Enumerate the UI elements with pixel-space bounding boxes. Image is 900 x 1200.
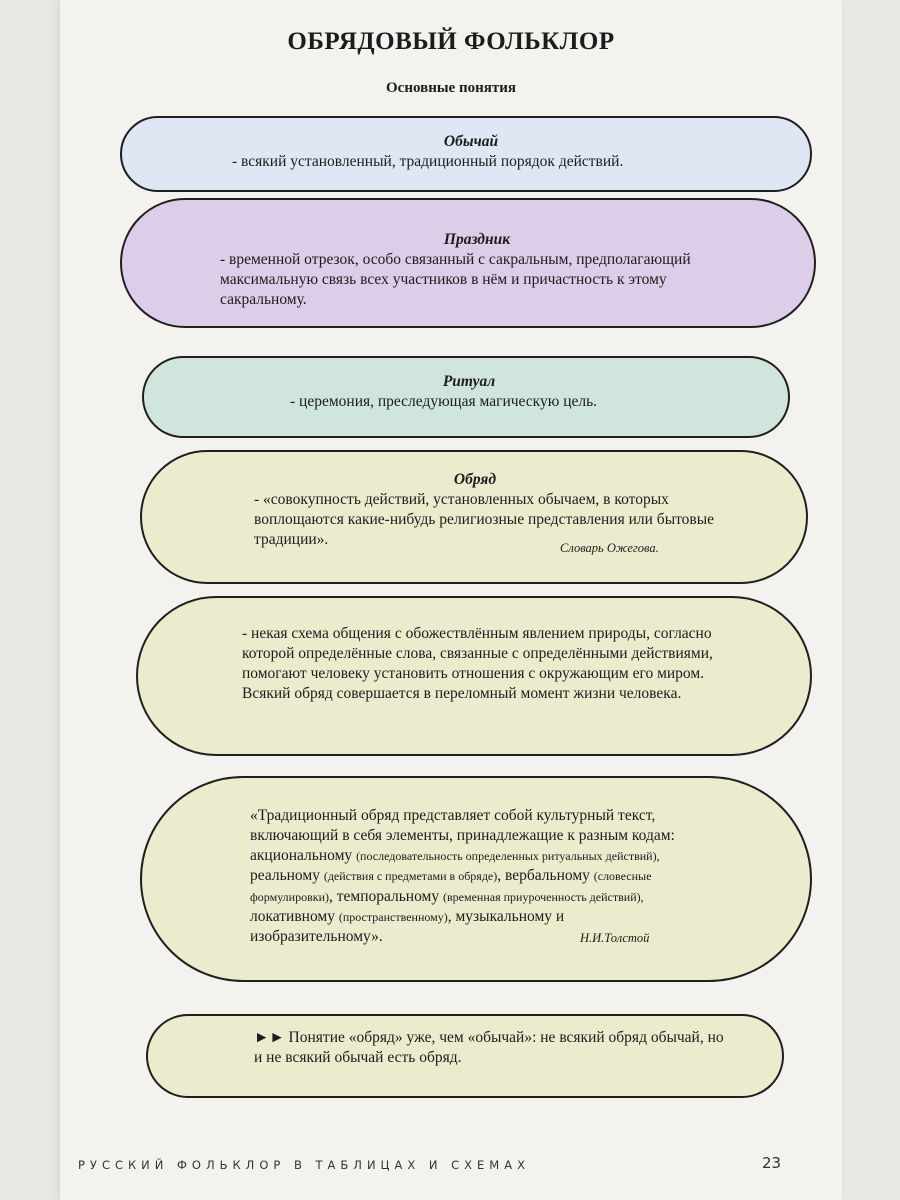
rite-source: Словарь Ожегова. — [560, 541, 659, 555]
quote-fragment: , музыкальному и — [447, 907, 565, 925]
note-line: ►► Понятие «обряд» уже, чем «обычай»: не всякий обряд обычай, но — [254, 1029, 724, 1046]
quote-note: (действия с предметами в обряде) — [323, 869, 498, 884]
rite-line: воплощаются какие-нибудь религиозные представления или бытовые — [254, 511, 715, 529]
holiday-line: сакральному. — [220, 291, 307, 309]
running-footer: РУССКИЙ ФОЛЬКЛОР В ТАБЛИЦАХ И СХЕМАХ — [78, 1158, 530, 1172]
book-page — [60, 0, 842, 1200]
quote-note: (временная приуроченность действий), — [443, 889, 644, 904]
quote-fragment: реальному — [250, 867, 324, 885]
quote-fragment: , вербальному — [497, 867, 594, 885]
quote-line — [250, 846, 770, 866]
quote-line: «Традиционный обряд представляет собой культурный текст, — [250, 807, 656, 824]
quote-note: (словесные — [593, 869, 652, 884]
custom-definition: - всякий установленный, традиционный порядок действий. — [232, 153, 624, 171]
scheme-line: - некая схема общения с обожествлённым явлением природы, согласно — [242, 625, 712, 642]
note-line: и не всякий обычай есть обряд. — [254, 1049, 462, 1067]
quote-note: формулировки) — [250, 889, 329, 904]
ritual-definition: - церемония, преследующая магическую цель. — [290, 393, 598, 411]
tolstoy-source: Н.И.Толстой — [580, 931, 650, 945]
tolstoy-quote-oval — [140, 776, 812, 982]
scheme-line: которой определённые слова, связанные с определёнными действиями, — [242, 645, 713, 663]
quote-fragment: локативному — [250, 907, 339, 925]
quote-note: (пространственному) — [338, 909, 448, 924]
scheme-line: Всякий обряд совершается в переломный момент жизни человека. — [242, 685, 682, 703]
page-subtitle: Основные понятия — [386, 80, 516, 96]
custom-oval — [120, 116, 812, 192]
ritual-term: Ритуал — [442, 373, 496, 390]
rite-line: - «совокупность действий, установленных обычаем, в которых — [254, 491, 669, 509]
holiday-term: Праздник — [443, 231, 511, 248]
quote-line: изобразительному». — [250, 927, 383, 945]
quote-line: включающий в себя элементы, принадлежащие к разным кодам: — [250, 827, 675, 845]
quote-line — [250, 907, 770, 927]
scheme-oval — [136, 596, 812, 756]
ritual-oval — [142, 356, 790, 438]
rite-oval — [140, 450, 808, 584]
holiday-line: - временной отрезок, особо связанный с сакральным, предполагающий — [220, 251, 691, 269]
rite-term: Обряд — [453, 471, 497, 488]
custom-term: Обычай — [443, 133, 499, 150]
holiday-oval — [120, 198, 816, 328]
rite-line: традиции». — [254, 531, 329, 549]
quote-note: (последовательность определенных ритуальных действий), — [356, 849, 660, 864]
quote-line — [250, 866, 770, 886]
holiday-line: максимальную связь всех участников в нём и причастность к этому — [220, 271, 667, 289]
page-number: 23 — [762, 1154, 782, 1172]
quote-fragment: акциональному — [250, 847, 357, 865]
page-title: ОБРЯДОВЫЙ ФОЛЬКЛОР — [287, 28, 615, 55]
note-oval — [146, 1014, 784, 1098]
quote-fragment: , темпоральному — [328, 887, 443, 905]
quote-line — [250, 887, 770, 907]
scheme-line: помогают человеку установить отношения с окружающим его миром. — [242, 665, 705, 683]
